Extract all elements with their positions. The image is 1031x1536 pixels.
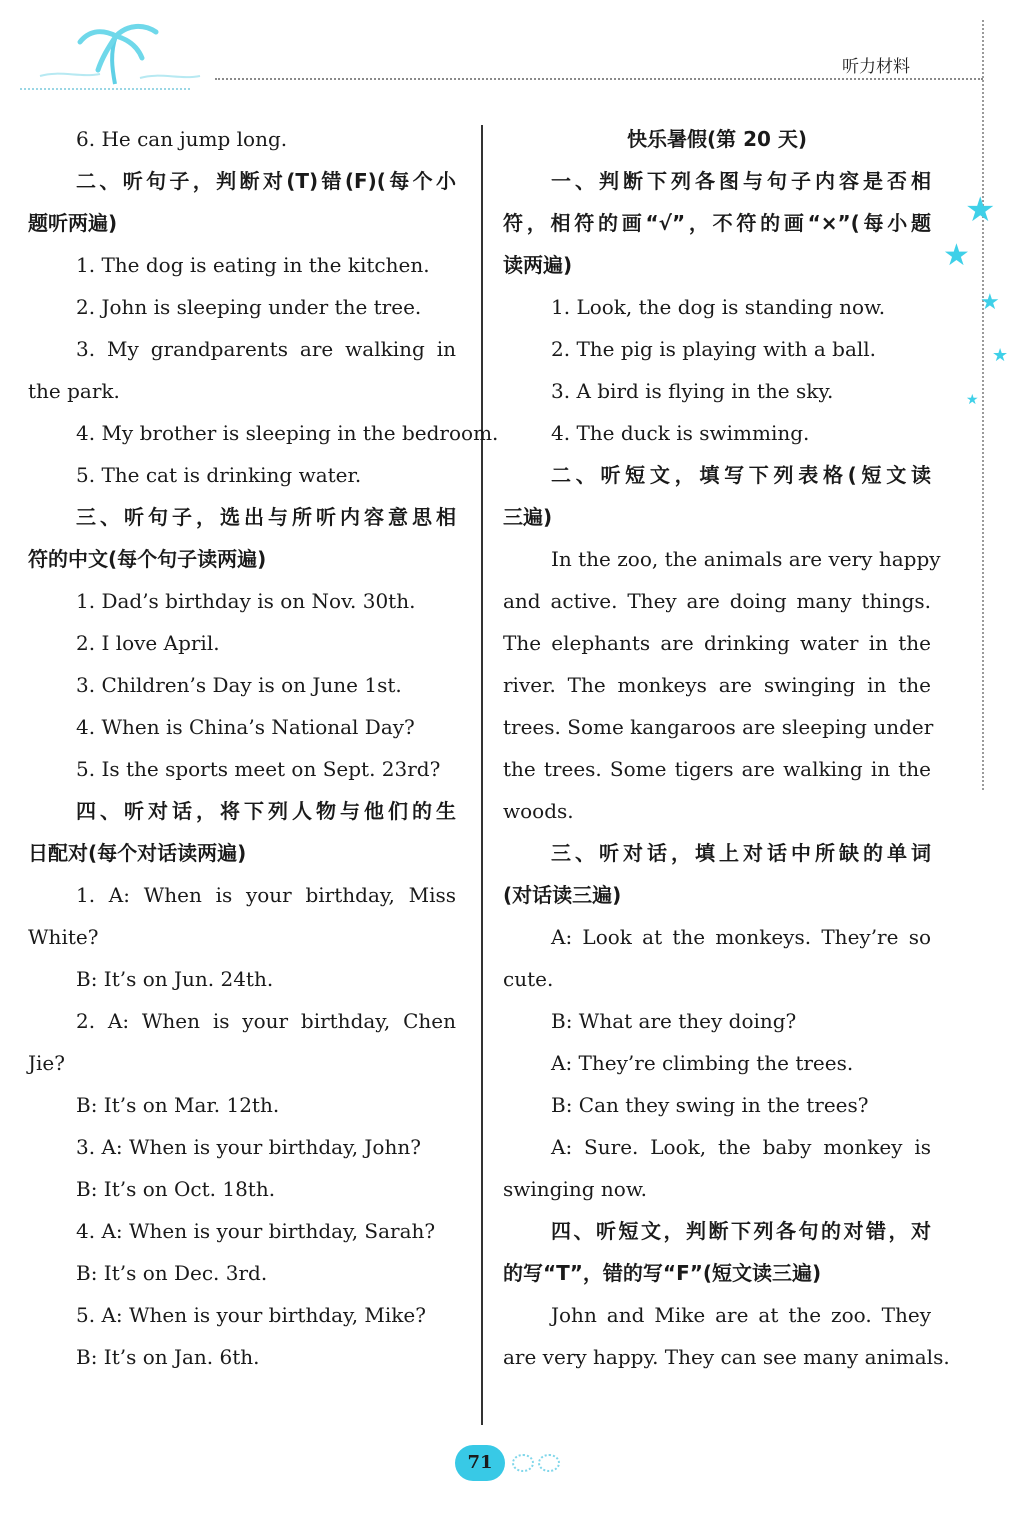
text-line: B: Can they swing in the trees?: [551, 1093, 869, 1117]
text-line: A: Sure. Look, the baby monkey is: [551, 1135, 931, 1159]
text-line: 1. Dad’s birthday is on Nov. 30th.: [76, 589, 416, 613]
text-line: river. The monkeys are swinging in the: [503, 673, 931, 697]
text-line: and active. They are doing many things.: [503, 589, 931, 613]
text-line: 3. Children’s Day is on June 1st.: [76, 673, 402, 697]
text-line: B: It’s on Mar. 12th.: [76, 1093, 280, 1117]
text-line: 6. He can jump long.: [76, 127, 288, 151]
column-divider: [481, 125, 483, 1425]
section-heading-line: 二、听句子，判断对(T)错(F)(每个小: [76, 169, 456, 193]
text-line: 3. A bird is flying in the sky.: [551, 379, 834, 403]
section-heading-line: (对话读三遍): [503, 883, 622, 907]
text-line: B: It’s on Jan. 6th.: [76, 1345, 260, 1369]
section-heading-line: 日配对(每个对话读两遍): [28, 841, 247, 865]
section-label: 听力材料: [842, 57, 910, 77]
section-heading-line: 二、听短文，填写下列表格(短文读: [551, 463, 931, 487]
star-icon: ★: [980, 290, 1000, 315]
text-line: 3. A: When is your birthday, John?: [76, 1135, 421, 1159]
star-icon: ★: [992, 345, 1009, 366]
star-icon: ★: [965, 190, 996, 230]
text-line: 2. The pig is playing with a ball.: [551, 337, 877, 361]
day-title: 快乐暑假(第 20 天): [626, 127, 808, 151]
right-column: [503, 118, 950, 1378]
text-line: 1. The dog is eating in the kitchen.: [76, 253, 430, 277]
section-heading-line: 四、听对话，将下列人物与他们的生: [76, 799, 456, 823]
section-heading-line: 符的中文(每个句子读两遍): [28, 547, 267, 571]
text-line: 4. When is China’s National Day?: [76, 715, 415, 739]
page-number: 71: [455, 1445, 505, 1481]
text-line: 3. My grandparents are walking in: [76, 337, 456, 361]
section-heading-line: 一、判断下列各图与句子内容是否相: [551, 169, 931, 193]
text-line: are very happy. They can see many animals.: [503, 1345, 950, 1369]
section-heading-line: 三遍): [503, 505, 553, 529]
section-heading-line: 题听两遍): [28, 211, 118, 235]
left-column: [28, 118, 499, 1378]
section-heading-line: 四、听短文，判断下列各句的对错，对: [551, 1219, 931, 1243]
header-rule-accent: [20, 88, 190, 90]
text-line: 5. The cat is drinking water.: [76, 463, 362, 487]
text-line: trees. Some kangaroos are sleeping under: [503, 715, 934, 739]
section-heading-line: 符，相符的画“√”，不符的画“×”(每小题: [503, 211, 931, 235]
text-line: The elephants are drinking water in the: [503, 631, 931, 655]
text-line: John and Mike are at the zoo. They: [551, 1303, 931, 1327]
text-line: In the zoo, the animals are very happy: [551, 547, 941, 571]
text-line: 4. My brother is sleeping in the bedroom.: [76, 421, 499, 445]
text-line: 5. Is the sports meet on Sept. 23rd?: [76, 757, 441, 781]
text-line: 1. Look, the dog is standing now.: [551, 295, 886, 319]
text-line: A: Look at the monkeys. They’re so: [551, 925, 931, 949]
page-number-badge: [455, 1445, 505, 1481]
section-heading-line: 的写“T”，错的写“F”(短文读三遍): [503, 1261, 822, 1285]
star-icon: ★: [966, 392, 979, 408]
text-line: woods.: [503, 799, 574, 823]
text-line: 2. John is sleeping under the tree.: [76, 295, 422, 319]
text-line: 5. A: When is your birthday, Mike?: [76, 1303, 426, 1327]
section-heading-line: 读两遍): [503, 253, 573, 277]
text-line: B: What are they doing?: [551, 1009, 797, 1033]
text-line: B: It’s on Jun. 24th.: [76, 967, 274, 991]
page-dots-decoration: [512, 1454, 564, 1476]
section-heading-line: 三、听句子，选出与所听内容意思相: [76, 505, 456, 529]
text-line: B: It’s on Oct. 18th.: [76, 1177, 276, 1201]
text-line: 2. I love April.: [76, 631, 220, 655]
text-line: 4. The duck is swimming.: [551, 421, 810, 445]
text-line: the trees. Some tigers are walking in the: [503, 757, 931, 781]
palm-tree-logo-icon: [20, 18, 210, 88]
header-rule: [215, 78, 983, 80]
text-line: White?: [28, 925, 99, 949]
text-line: A: They’re climbing the trees.: [551, 1051, 854, 1075]
right-edge-rule: [982, 20, 984, 790]
star-icon: ★: [943, 238, 970, 273]
text-line: 2. A: When is your birthday, Chen: [76, 1009, 456, 1033]
text-line: cute.: [503, 967, 554, 991]
text-line: Jie?: [28, 1051, 65, 1075]
text-line: B: It’s on Dec. 3rd.: [76, 1261, 268, 1285]
text-line: swinging now.: [503, 1177, 647, 1201]
text-line: 4. A: When is your birthday, Sarah?: [76, 1219, 436, 1243]
text-line: 1. A: When is your birthday, Miss: [76, 883, 456, 907]
text-line: the park.: [28, 379, 120, 403]
section-heading-line: 三、听对话，填上对话中所缺的单词: [551, 841, 931, 865]
